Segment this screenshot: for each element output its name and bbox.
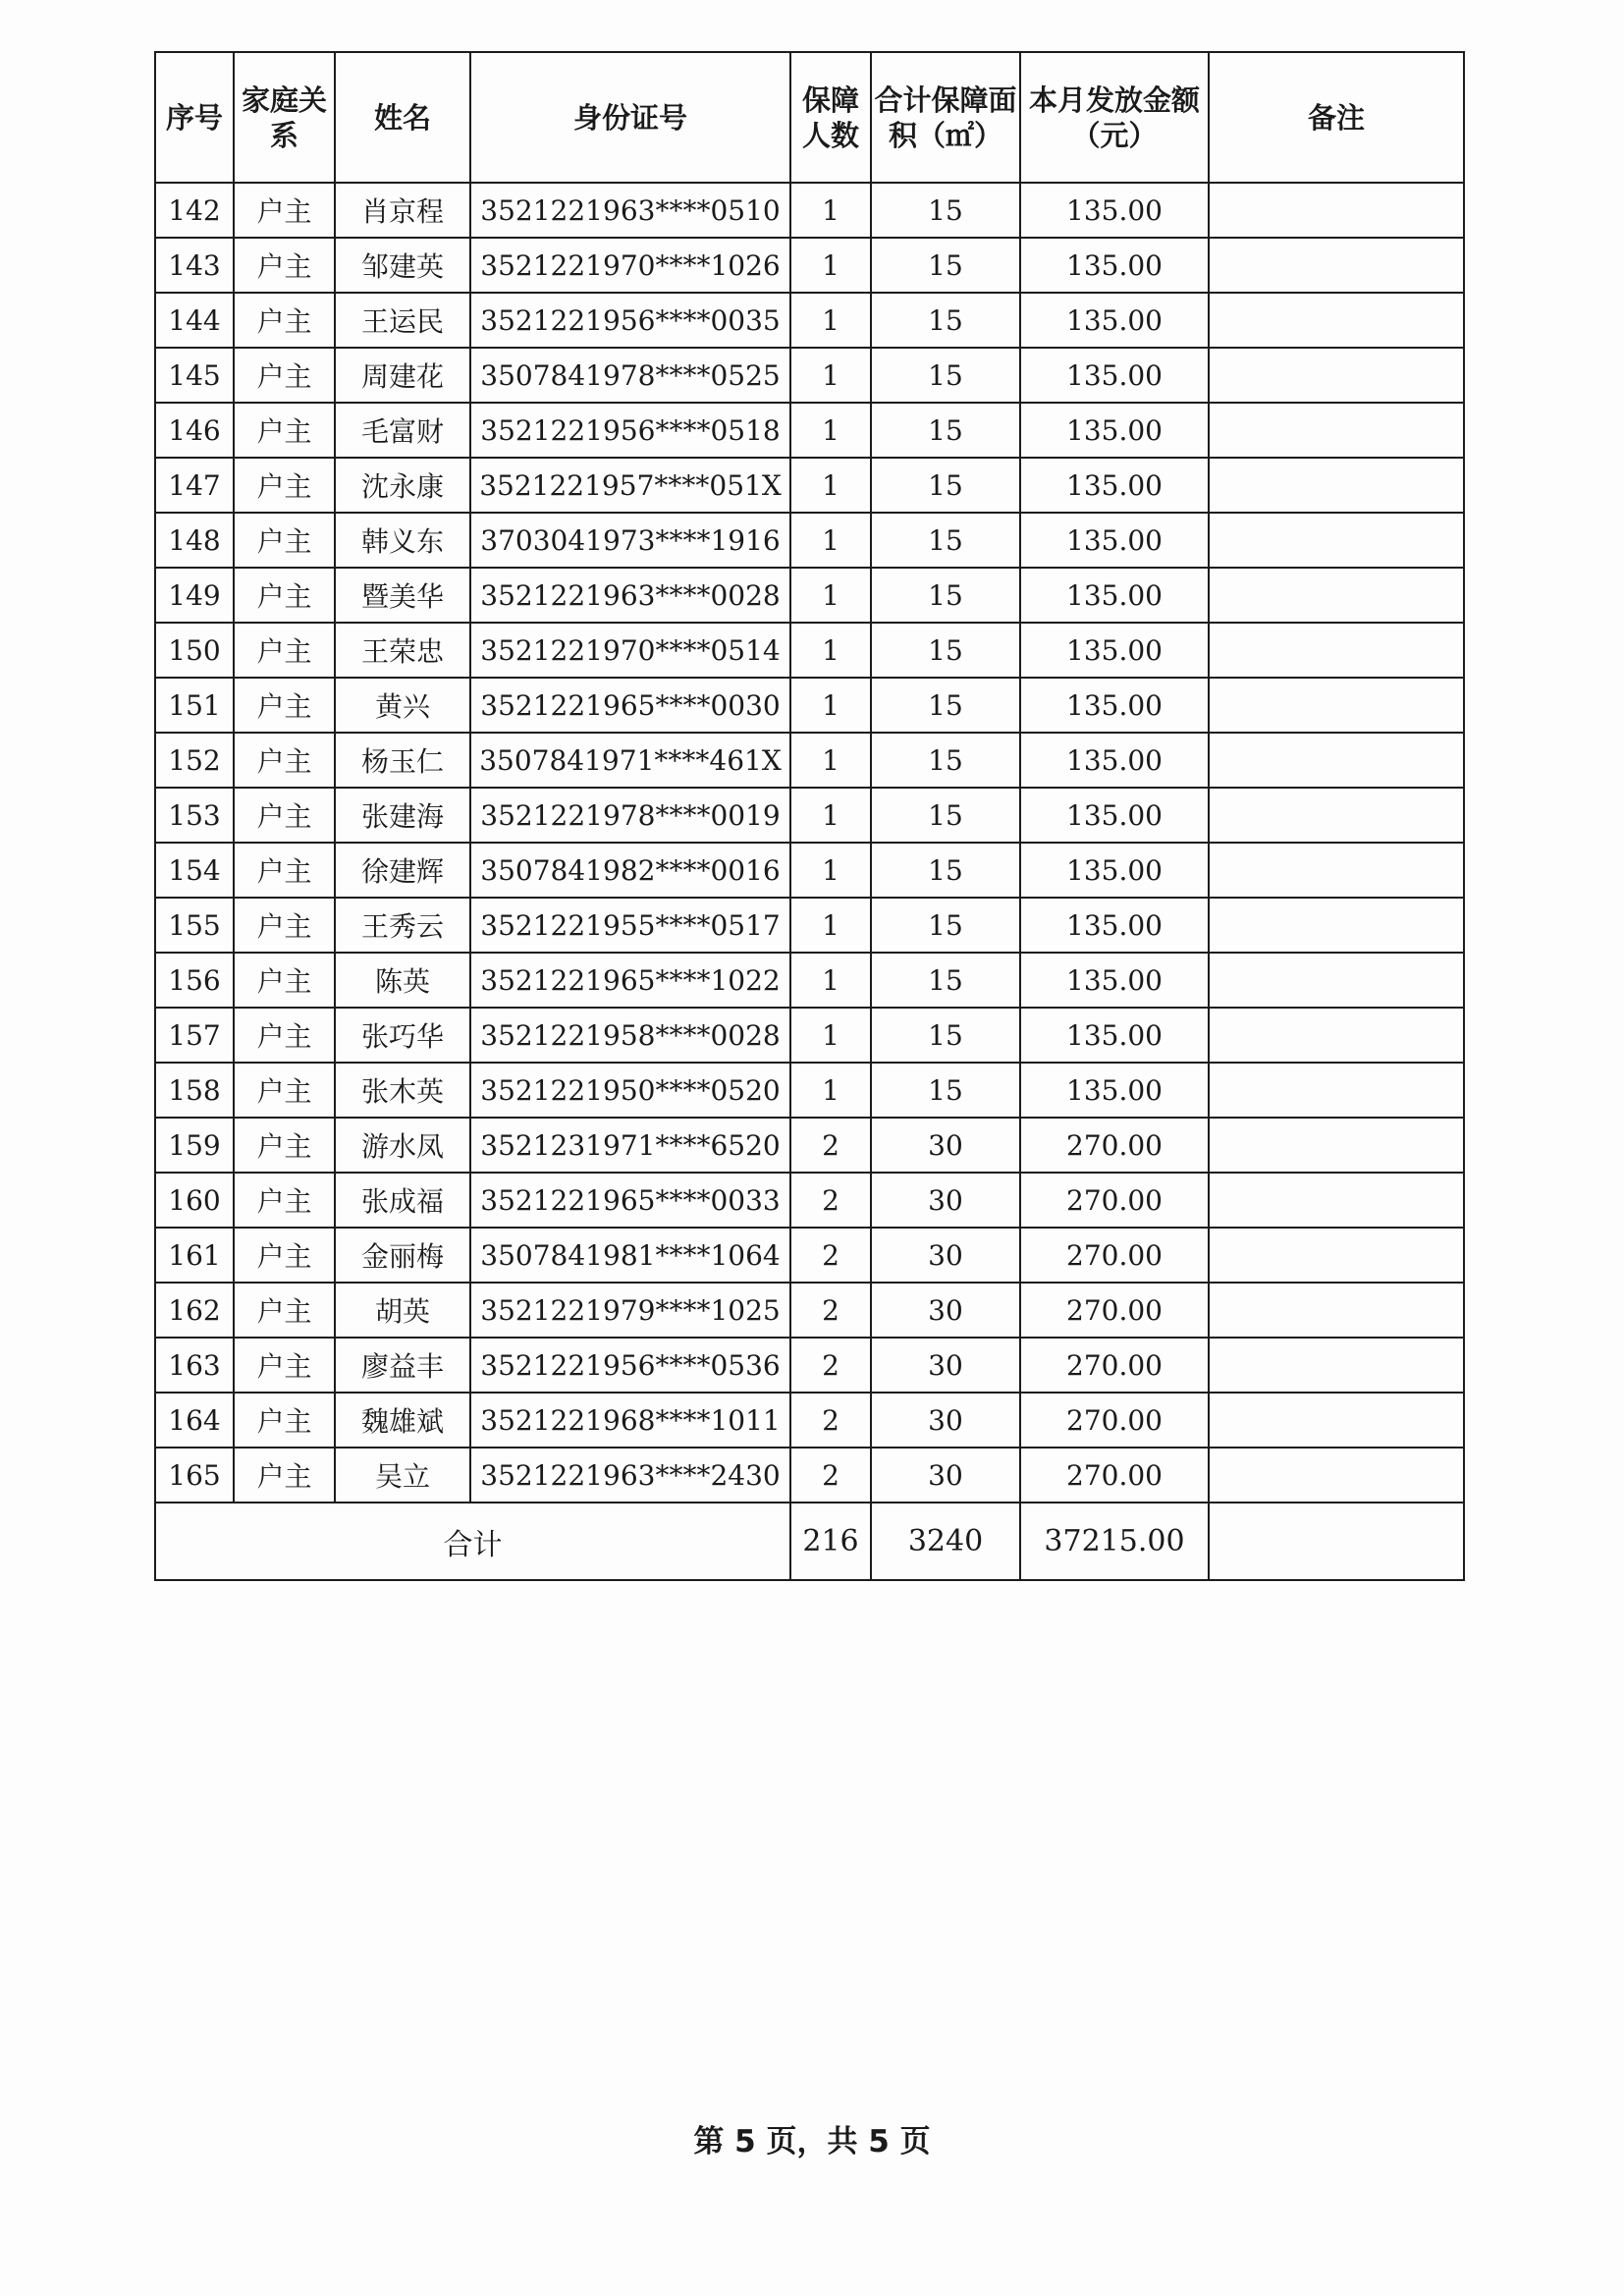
cell-remarks: [1209, 1173, 1464, 1228]
cell-area: 30: [871, 1283, 1020, 1338]
cell-remarks: [1209, 293, 1464, 348]
cell-relation: 户主: [234, 1393, 335, 1448]
header-index: 序号: [155, 52, 234, 183]
table-row: [155, 1173, 1464, 1228]
cell-name: 张木英: [335, 1063, 470, 1118]
table-row: [155, 1063, 1464, 1118]
cell-index: 144: [155, 293, 234, 348]
cell-relation: 户主: [234, 1173, 335, 1228]
cell-id-number: 3521221958****0028: [470, 1008, 790, 1063]
table-row: [155, 1448, 1464, 1503]
cell-id-number: 3507841981****1064: [470, 1228, 790, 1283]
cell-relation: 户主: [234, 238, 335, 293]
header-name: 姓名: [335, 52, 470, 183]
total-area: 3240: [871, 1503, 1020, 1580]
cell-relation: 户主: [234, 568, 335, 623]
cell-relation: 户主: [234, 953, 335, 1008]
cell-name: 金丽梅: [335, 1228, 470, 1283]
cell-area: 15: [871, 788, 1020, 843]
cell-amount: 135.00: [1020, 1063, 1209, 1118]
cell-name: 王秀云: [335, 898, 470, 953]
cell-area: 15: [871, 458, 1020, 513]
cell-remarks: [1209, 898, 1464, 953]
cell-relation: 户主: [234, 348, 335, 403]
table-row: [155, 1228, 1464, 1283]
cell-remarks: [1209, 348, 1464, 403]
cell-index: 164: [155, 1393, 234, 1448]
cell-id-number: 3703041973****1916: [470, 513, 790, 568]
cell-area: 30: [871, 1393, 1020, 1448]
cell-id-number: 3521221957****051X: [470, 458, 790, 513]
cell-persons: 1: [790, 458, 871, 513]
cell-persons: 1: [790, 568, 871, 623]
cell-area: 15: [871, 238, 1020, 293]
cell-amount: 135.00: [1020, 1008, 1209, 1063]
cell-name: 毛富财: [335, 403, 470, 458]
cell-persons: 1: [790, 348, 871, 403]
cell-name: 廖益丰: [335, 1338, 470, 1393]
table-row: [155, 1283, 1464, 1338]
cell-relation: 户主: [234, 678, 335, 733]
cell-index: 157: [155, 1008, 234, 1063]
cell-remarks: [1209, 403, 1464, 458]
cell-remarks: [1209, 1008, 1464, 1063]
cell-persons: 1: [790, 183, 871, 238]
subsidy-roster-table: [154, 51, 1465, 1581]
cell-index: 163: [155, 1338, 234, 1393]
cell-remarks: [1209, 1283, 1464, 1338]
cell-id-number: 3521221979****1025: [470, 1283, 790, 1338]
cell-index: 153: [155, 788, 234, 843]
cell-index: 162: [155, 1283, 234, 1338]
cell-relation: 户主: [234, 843, 335, 898]
cell-name: 魏雄斌: [335, 1393, 470, 1448]
cell-area: 15: [871, 183, 1020, 238]
cell-area: 15: [871, 403, 1020, 458]
cell-amount: 135.00: [1020, 568, 1209, 623]
cell-persons: 1: [790, 623, 871, 678]
cell-index: 165: [155, 1448, 234, 1503]
table-row: [155, 788, 1464, 843]
cell-id-number: 3507841982****0016: [470, 843, 790, 898]
cell-index: 149: [155, 568, 234, 623]
table-row: [155, 293, 1464, 348]
cell-relation: 户主: [234, 1338, 335, 1393]
cell-area: 15: [871, 623, 1020, 678]
cell-id-number: 3521221965****0033: [470, 1173, 790, 1228]
header-persons: 保障人数: [790, 52, 871, 183]
table-row: [155, 348, 1464, 403]
table-row: [155, 1338, 1464, 1393]
cell-id-number: 3521221965****1022: [470, 953, 790, 1008]
cell-amount: 135.00: [1020, 788, 1209, 843]
cell-name: 陈英: [335, 953, 470, 1008]
cell-area: 15: [871, 843, 1020, 898]
cell-persons: 1: [790, 788, 871, 843]
table-row: [155, 623, 1464, 678]
header-remarks: 备注: [1209, 52, 1464, 183]
cell-id-number: 3521221963****0028: [470, 568, 790, 623]
cell-amount: 270.00: [1020, 1338, 1209, 1393]
table-row: [155, 183, 1464, 238]
cell-amount: 135.00: [1020, 678, 1209, 733]
cell-name: 肖京程: [335, 183, 470, 238]
cell-index: 156: [155, 953, 234, 1008]
cell-index: 148: [155, 513, 234, 568]
cell-id-number: 3521221963****0510: [470, 183, 790, 238]
cell-persons: 1: [790, 953, 871, 1008]
cell-relation: 户主: [234, 183, 335, 238]
cell-index: 152: [155, 733, 234, 788]
cell-persons: 1: [790, 1008, 871, 1063]
cell-relation: 户主: [234, 788, 335, 843]
page-number: 第 5 页，共 5 页: [693, 2124, 931, 2159]
cell-amount: 135.00: [1020, 953, 1209, 1008]
cell-index: 154: [155, 843, 234, 898]
cell-name: 杨玉仁: [335, 733, 470, 788]
cell-persons: 1: [790, 1063, 871, 1118]
cell-name: 黄兴: [335, 678, 470, 733]
cell-name: 张建海: [335, 788, 470, 843]
cell-relation: 户主: [234, 513, 335, 568]
cell-relation: 户主: [234, 733, 335, 788]
cell-remarks: [1209, 733, 1464, 788]
cell-persons: 1: [790, 678, 871, 733]
cell-persons: 1: [790, 513, 871, 568]
total-persons: 216: [790, 1503, 871, 1580]
table-row: [155, 733, 1464, 788]
cell-area: 15: [871, 293, 1020, 348]
cell-amount: 135.00: [1020, 898, 1209, 953]
cell-index: 150: [155, 623, 234, 678]
cell-remarks: [1209, 843, 1464, 898]
header-amount: 本月发放金额（元）: [1020, 52, 1209, 183]
table-row: [155, 458, 1464, 513]
cell-index: 158: [155, 1063, 234, 1118]
cell-relation: 户主: [234, 1228, 335, 1283]
total-amount: 37215.00: [1020, 1503, 1209, 1580]
cell-area: 15: [871, 568, 1020, 623]
table-header-row: [155, 52, 1464, 183]
cell-index: 159: [155, 1118, 234, 1173]
cell-area: 15: [871, 678, 1020, 733]
cell-remarks: [1209, 1063, 1464, 1118]
cell-amount: 135.00: [1020, 733, 1209, 788]
cell-relation: 户主: [234, 403, 335, 458]
cell-relation: 户主: [234, 293, 335, 348]
cell-persons: 1: [790, 733, 871, 788]
cell-amount: 270.00: [1020, 1228, 1209, 1283]
cell-amount: 270.00: [1020, 1118, 1209, 1173]
cell-name: 周建花: [335, 348, 470, 403]
cell-area: 30: [871, 1448, 1020, 1503]
cell-id-number: 3521221956****0518: [470, 403, 790, 458]
table-row: [155, 1118, 1464, 1173]
table-row: [155, 1008, 1464, 1063]
table-row: [155, 1393, 1464, 1448]
cell-area: 15: [871, 953, 1020, 1008]
cell-amount: 135.00: [1020, 183, 1209, 238]
header-area: 合计保障面积（㎡）: [871, 52, 1020, 183]
cell-remarks: [1209, 623, 1464, 678]
cell-index: 143: [155, 238, 234, 293]
cell-area: 15: [871, 1008, 1020, 1063]
cell-name: 沈永康: [335, 458, 470, 513]
cell-relation: 户主: [234, 1118, 335, 1173]
cell-index: 145: [155, 348, 234, 403]
cell-index: 146: [155, 403, 234, 458]
cell-index: 161: [155, 1228, 234, 1283]
table-row: [155, 678, 1464, 733]
cell-amount: 135.00: [1020, 348, 1209, 403]
cell-remarks: [1209, 678, 1464, 733]
cell-persons: 2: [790, 1228, 871, 1283]
cell-id-number: 3521221978****0019: [470, 788, 790, 843]
cell-id-number: 3521221963****2430: [470, 1448, 790, 1503]
cell-remarks: [1209, 788, 1464, 843]
cell-name: 张成福: [335, 1173, 470, 1228]
cell-remarks: [1209, 458, 1464, 513]
cell-name: 张巧华: [335, 1008, 470, 1063]
cell-amount: 270.00: [1020, 1283, 1209, 1338]
table-body: [155, 183, 1464, 1503]
cell-amount: 135.00: [1020, 238, 1209, 293]
cell-area: 30: [871, 1173, 1020, 1228]
cell-remarks: [1209, 1338, 1464, 1393]
cell-name: 韩义东: [335, 513, 470, 568]
cell-index: 147: [155, 458, 234, 513]
cell-id-number: 3521221955****0517: [470, 898, 790, 953]
cell-area: 15: [871, 898, 1020, 953]
cell-area: 30: [871, 1228, 1020, 1283]
cell-amount: 135.00: [1020, 458, 1209, 513]
cell-id-number: 3521231971****6520: [470, 1118, 790, 1173]
cell-amount: 135.00: [1020, 843, 1209, 898]
cell-id-number: 3521221970****1026: [470, 238, 790, 293]
cell-remarks: [1209, 568, 1464, 623]
cell-name: 吴立: [335, 1448, 470, 1503]
cell-remarks: [1209, 953, 1464, 1008]
cell-remarks: [1209, 1118, 1464, 1173]
cell-index: 155: [155, 898, 234, 953]
cell-relation: 户主: [234, 1283, 335, 1338]
cell-index: 151: [155, 678, 234, 733]
cell-id-number: 3521221950****0520: [470, 1063, 790, 1118]
cell-id-number: 3521221956****0536: [470, 1338, 790, 1393]
cell-amount: 135.00: [1020, 293, 1209, 348]
cell-index: 160: [155, 1173, 234, 1228]
cell-amount: 270.00: [1020, 1393, 1209, 1448]
cell-id-number: 3521221965****0030: [470, 678, 790, 733]
cell-relation: 户主: [234, 1063, 335, 1118]
cell-id-number: 3521221956****0035: [470, 293, 790, 348]
cell-remarks: [1209, 1228, 1464, 1283]
table-row: [155, 898, 1464, 953]
cell-persons: 1: [790, 898, 871, 953]
cell-area: 15: [871, 513, 1020, 568]
cell-area: 15: [871, 348, 1020, 403]
cell-remarks: [1209, 513, 1464, 568]
cell-name: 胡英: [335, 1283, 470, 1338]
cell-area: 30: [871, 1338, 1020, 1393]
header-id: 身份证号: [470, 52, 790, 183]
cell-persons: 1: [790, 403, 871, 458]
header-relation: 家庭关系: [234, 52, 335, 183]
cell-persons: 2: [790, 1283, 871, 1338]
cell-id-number: 3521221970****0514: [470, 623, 790, 678]
cell-relation: 户主: [234, 1008, 335, 1063]
cell-persons: 1: [790, 843, 871, 898]
table-row: [155, 953, 1464, 1008]
total-remarks: [1209, 1503, 1464, 1580]
cell-amount: 270.00: [1020, 1448, 1209, 1503]
cell-area: 30: [871, 1118, 1020, 1173]
cell-amount: 270.00: [1020, 1173, 1209, 1228]
cell-name: 王荣忠: [335, 623, 470, 678]
table-row: [155, 403, 1464, 458]
cell-persons: 2: [790, 1448, 871, 1503]
cell-persons: 1: [790, 238, 871, 293]
cell-remarks: [1209, 183, 1464, 238]
cell-relation: 户主: [234, 1448, 335, 1503]
cell-name: 徐建辉: [335, 843, 470, 898]
cell-area: 15: [871, 1063, 1020, 1118]
cell-relation: 户主: [234, 623, 335, 678]
cell-relation: 户主: [234, 898, 335, 953]
cell-name: 游水凤: [335, 1118, 470, 1173]
cell-name: 邹建英: [335, 238, 470, 293]
cell-persons: 2: [790, 1338, 871, 1393]
cell-name: 王运民: [335, 293, 470, 348]
cell-id-number: 3521221968****1011: [470, 1393, 790, 1448]
cell-remarks: [1209, 1393, 1464, 1448]
table-row: [155, 238, 1464, 293]
table-row: [155, 568, 1464, 623]
cell-persons: 1: [790, 293, 871, 348]
cell-remarks: [1209, 238, 1464, 293]
table-row: [155, 513, 1464, 568]
cell-amount: 135.00: [1020, 513, 1209, 568]
cell-index: 142: [155, 183, 234, 238]
cell-area: 15: [871, 733, 1020, 788]
cell-id-number: 3507841971****461X: [470, 733, 790, 788]
cell-amount: 135.00: [1020, 623, 1209, 678]
cell-persons: 2: [790, 1118, 871, 1173]
total-row: [155, 1503, 1464, 1580]
total-label: 合计: [155, 1503, 790, 1580]
cell-persons: 2: [790, 1173, 871, 1228]
cell-remarks: [1209, 1448, 1464, 1503]
cell-name: 暨美华: [335, 568, 470, 623]
cell-amount: 135.00: [1020, 403, 1209, 458]
cell-persons: 2: [790, 1393, 871, 1448]
table-row: [155, 843, 1464, 898]
cell-relation: 户主: [234, 458, 335, 513]
cell-id-number: 3507841978****0525: [470, 348, 790, 403]
